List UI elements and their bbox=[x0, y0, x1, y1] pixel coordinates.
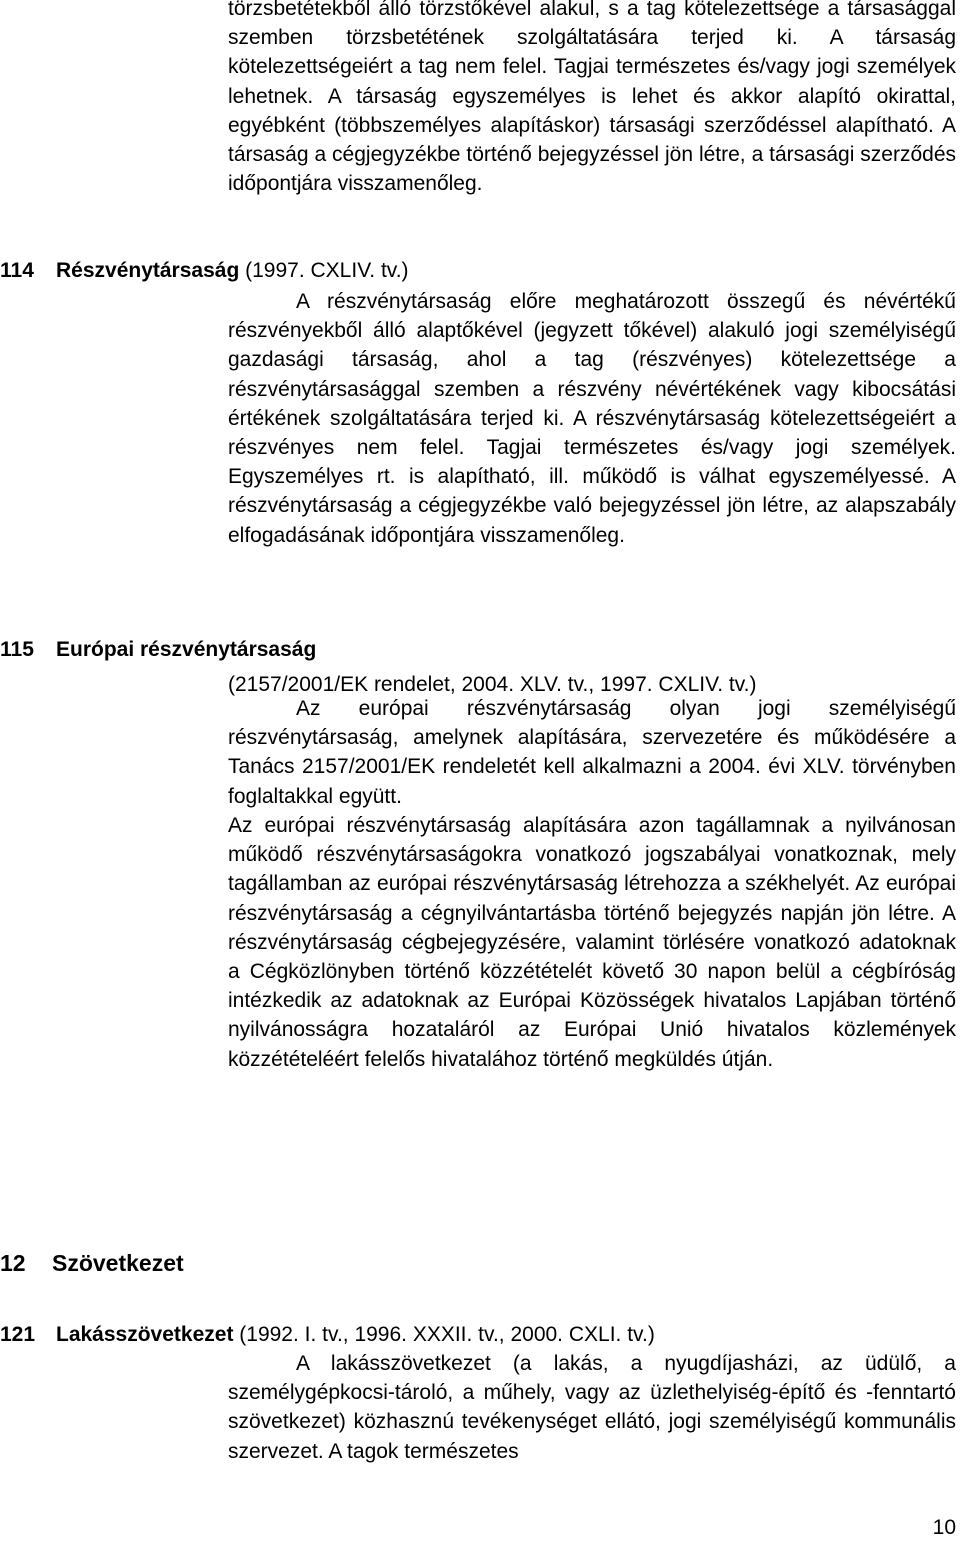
page-number: 10 bbox=[932, 1516, 956, 1539]
section-115-reference: (2157/2001/EK rendelet, 2004. XLV. tv., 1997. CXLIV. tv.) bbox=[228, 673, 757, 696]
section-reference: (1997. CXLIV. tv.) bbox=[245, 259, 409, 282]
section-114-paragraph: A részvénytársaság előre meghatározott összegű és névértékű részvényekből álló alaptőkével (jegyzett tőkével) alakuló jogi személyiségű gazdasági társaság, ahol a tag (részvényes) kötelezettsége a részvénytársasággal szemben a részvény névértékének vagy kibocsátási értékének szolgáltatására terjed ki. A részvénytársaság kötelezettségeiért a részvényes nem felel. Tagjai természetes és/vagy jogi személyek. Egyszemélyes rt. is alapítható, ill. működő is válhat egyszemélyessé. A részvénytársaság a cégjegyzékbe való bejegyzéssel jön létre, az alapszabály elfogadásának időpontjára visszamenőleg. bbox=[228, 290, 956, 547]
section-title: Részvénytársaság bbox=[56, 259, 240, 282]
section-title: Lakásszövetkezet bbox=[56, 1323, 234, 1346]
chapter-12-heading bbox=[0, 1248, 184, 1278]
section-number: 114 bbox=[0, 259, 34, 282]
section-115-paragraph-1: Az európai részvénytársaság olyan jogi személyiségű részvénytársaság, amelynek alapítására, szervezetére és működésére a Tanács 2157/2001/EK rendeletét kell alkalmazni a 2004. évi XLV. törvényben foglaltakkal együtt. bbox=[228, 697, 956, 808]
section-number: 121 bbox=[0, 1323, 36, 1346]
intro-paragraph: törzsbetétekből álló törzstőkével alakul, s a tag kötelezettsége a társasággal szemben törzsbetétének szolgáltatására terjed ki. A társaság kötelezettségeiért a tag nem felel. Tagjai természetes és/vagy jogi személyek lehetnek. A társaság egyszemélyes is lehet és akkor alapító okirattal, egyébként (többszemélyes alapításkor) társasági szerződéssel alapítható. A társaság a cégjegyzékbe történő bejegyzéssel jön létre, a társasági szerződés időpontjára visszamenőleg. bbox=[228, 0, 956, 196]
section-121-paragraph: A lakásszövetkezet (a lakás, a nyugdíjasházi, az üdülő, a személygépkocsi-tároló, a műhely, vagy az üzlethelyiség-építő és -fenntartó szövetkezet) közhasznú tevékenységet ellátó, jogi személyiségű kommunális szervezet. A tagok természetes bbox=[228, 1352, 956, 1463]
section-115-heading bbox=[0, 635, 316, 664]
section-115-paragraph-2: Az európai részvénytársaság alapítására azon tagállamnak a nyilvánosan működő részvénytársaságokra vonatkozó jogszabályai vonatkoznak, mely tagállamban az európai részvénytársaság létrehozza a székhelyét. Az európai részvénytársaság a cégnyilvántartásba történő bejegyzés napján jön létre. A részvénytársaság cégbejegyzésére, valamint törlésére vonatkozó adatoknak a Cégközlönyben történő közzétételét követő 30 napon belül a cégbíróság intézkedik az adatoknak az Európai Közösségek hivatalos Lapjában történő nyilvánosságra hozataláról az Európai Unió hivatalos közlemények közzétételéért felelős hivatalához történő megküldés útján. bbox=[228, 814, 956, 1071]
section-121-heading bbox=[0, 1320, 655, 1349]
section-title: Európai részvénytársaság bbox=[56, 638, 317, 661]
chapter-title: Szövetkezet bbox=[52, 1250, 184, 1276]
section-reference: (1992. I. tv., 1996. XXXII. tv., 2000. CXLI. tv.) bbox=[239, 1323, 655, 1346]
section-114-heading bbox=[0, 256, 409, 285]
chapter-number: 12 bbox=[0, 1250, 26, 1276]
section-number: 115 bbox=[0, 638, 34, 661]
